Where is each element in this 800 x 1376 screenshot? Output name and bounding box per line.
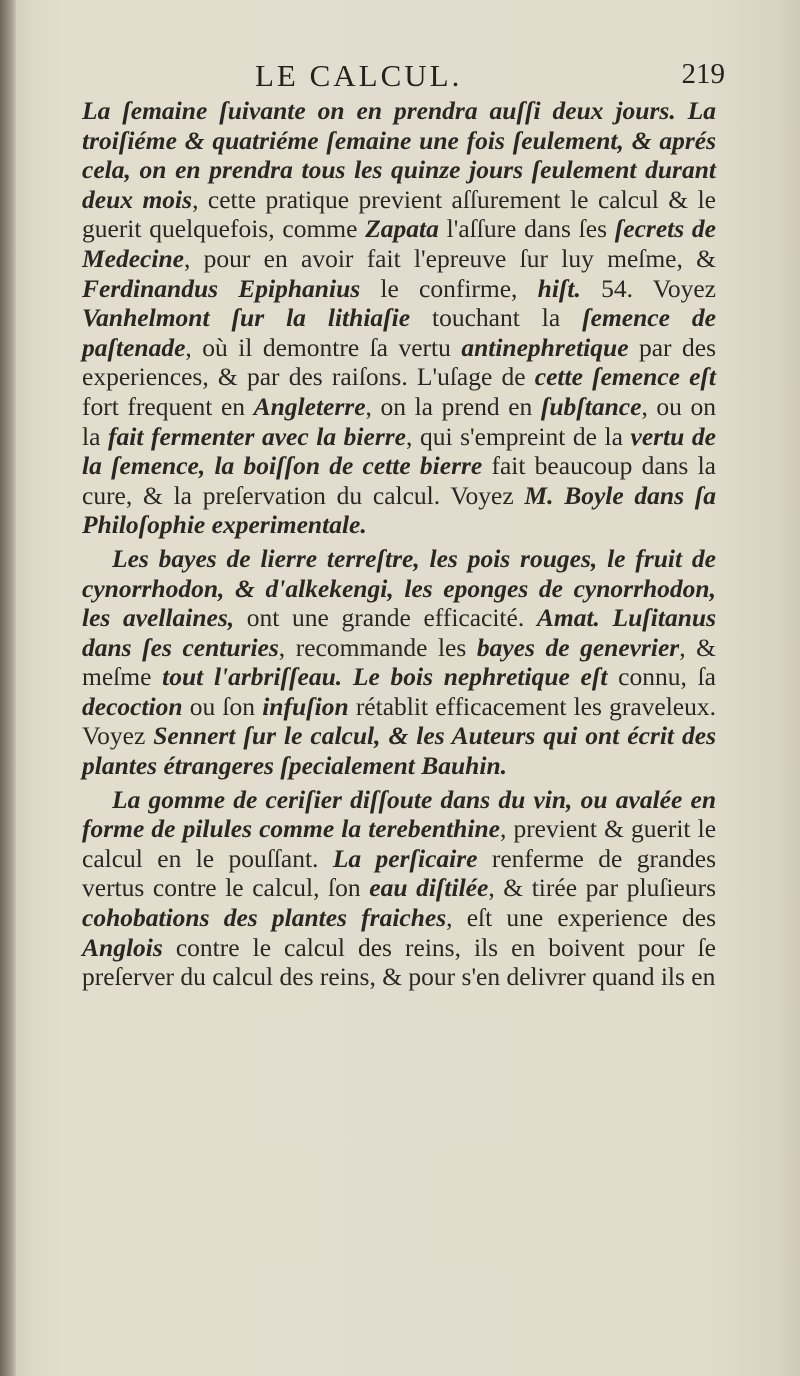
- italic-text-run: Anglois: [82, 932, 163, 962]
- italic-text-run: fait fermenter avec la bierre: [108, 421, 406, 451]
- italic-text-run: ſecrets de Medecine: [82, 214, 716, 273]
- page-number: 219: [681, 58, 725, 90]
- text-run: connu, ſa: [607, 662, 716, 692]
- text-run: , qui s'empreint de la: [406, 421, 631, 451]
- italic-text-run: bayes de genevrier: [476, 632, 680, 662]
- italic-text-run: ſemence de paſtenade: [82, 303, 716, 362]
- italic-text-run: eau diſtilée: [369, 873, 489, 903]
- text-run: , & tirée par pluſieurs: [488, 873, 716, 903]
- text-run: , eſt une experience des: [446, 903, 717, 933]
- paragraph: [82, 544, 716, 781]
- text-run: par des experiences, & par des raiſons. L'uſage de: [82, 332, 716, 392]
- body-text: [82, 96, 716, 996]
- italic-text-run: Amat. Luſitanus dans ſes centuries: [82, 603, 717, 662]
- text-run: le confirme,: [360, 273, 538, 303]
- italic-text-run: Ferdinandus Epiphanius: [82, 273, 361, 303]
- italic-text-run: vertu de la ſemence, la boiſſon de cette bierre: [82, 421, 716, 481]
- text-run: , où il demontre ſa vertu: [185, 332, 462, 362]
- italic-text-run: Vanhelmont ſur la lithiaſie: [82, 303, 411, 333]
- italic-text-run: La perſicaire: [332, 843, 478, 873]
- paragraph: [82, 785, 716, 992]
- text-run: , previent & guerit le calcul en le pouſſant.: [82, 814, 717, 873]
- italic-text-run: cette ſemence eſt: [534, 362, 716, 392]
- text-run: , on la prend en: [365, 391, 541, 421]
- page-header: [255, 58, 725, 98]
- text-run: , cette pratique previent aſſurement le calcul & le guerit quelquefois, comme: [82, 184, 716, 244]
- text-run: ont une grande efficacité.: [234, 603, 537, 633]
- text-run: , recommande les: [278, 632, 477, 662]
- italic-text-run: M. Boyle dans ſa Philoſophie experimentale.: [82, 480, 716, 540]
- italic-text-run: ſubſtance: [540, 391, 642, 421]
- running-title: LE CALCUL.: [255, 58, 463, 93]
- text-run: , pour en avoir fait l'epreuve ſur luy meſme, &: [183, 243, 716, 273]
- text-run: l'aſſure dans ſes: [438, 214, 615, 244]
- italic-text-run: Sennert ſur le calcul, & les Auteurs qui ont écrit des plantes étrangeres ſpecialement Bauhin.: [82, 721, 716, 781]
- italic-text-run: La gomme de ceriſier diſſoute dans du vin, ou avalée en forme de pilules comme la terebenthine: [82, 784, 716, 844]
- text-run: fait beaucoup dans la cure, & la preſervation du calcul. Voyez: [82, 451, 716, 510]
- italic-text-run: decoction: [82, 691, 183, 721]
- text-run: fort frequent en: [82, 391, 254, 421]
- italic-text-run: Zapata: [365, 214, 439, 244]
- italic-text-run: antinephretique: [461, 332, 629, 362]
- paragraph: [82, 96, 716, 540]
- italic-text-run: La ſemaine ſuivante on en prendra auſſi deux jours. La troiſiéme & quatriéme ſemaine une fois ſeulement, & aprés cela, on en prendra tous les quinze jours ſeulement durant deux mois: [82, 96, 716, 214]
- italic-text-run: tout l'arbriſſeau. Le bois nephretique eſt: [162, 662, 608, 692]
- text-run: , ou on la: [82, 391, 717, 451]
- italic-text-run: cohobations des plantes fraiches: [82, 903, 447, 933]
- text-run: ou ſon: [182, 691, 263, 721]
- text-run: contre le calcul des reins, ils en boivent pour ſe preſerver du calcul des reins, & pour s'en delivrer quand ils en: [82, 932, 716, 992]
- text-run: touchant la: [410, 303, 583, 333]
- italic-text-run: Les bayes de lierre terreſtre, les pois rouges, le fruit de cynorrhodon, & d'alkekengi, les eponges de cynorrhodon, les avellaines,: [82, 543, 716, 633]
- text-run: renferme de grandes vertus contre le calcul, ſon: [82, 843, 716, 903]
- book-gutter: [0, 0, 16, 1376]
- italic-text-run: hiſt.: [537, 273, 581, 303]
- text-run: 54. Voyez: [580, 273, 716, 303]
- italic-text-run: Angleterre: [253, 391, 366, 421]
- italic-text-run: infuſion: [262, 691, 349, 721]
- text-run: , & meſme: [82, 632, 716, 692]
- text-run: rétablit efficacement les graveleux. Voyez: [82, 691, 716, 751]
